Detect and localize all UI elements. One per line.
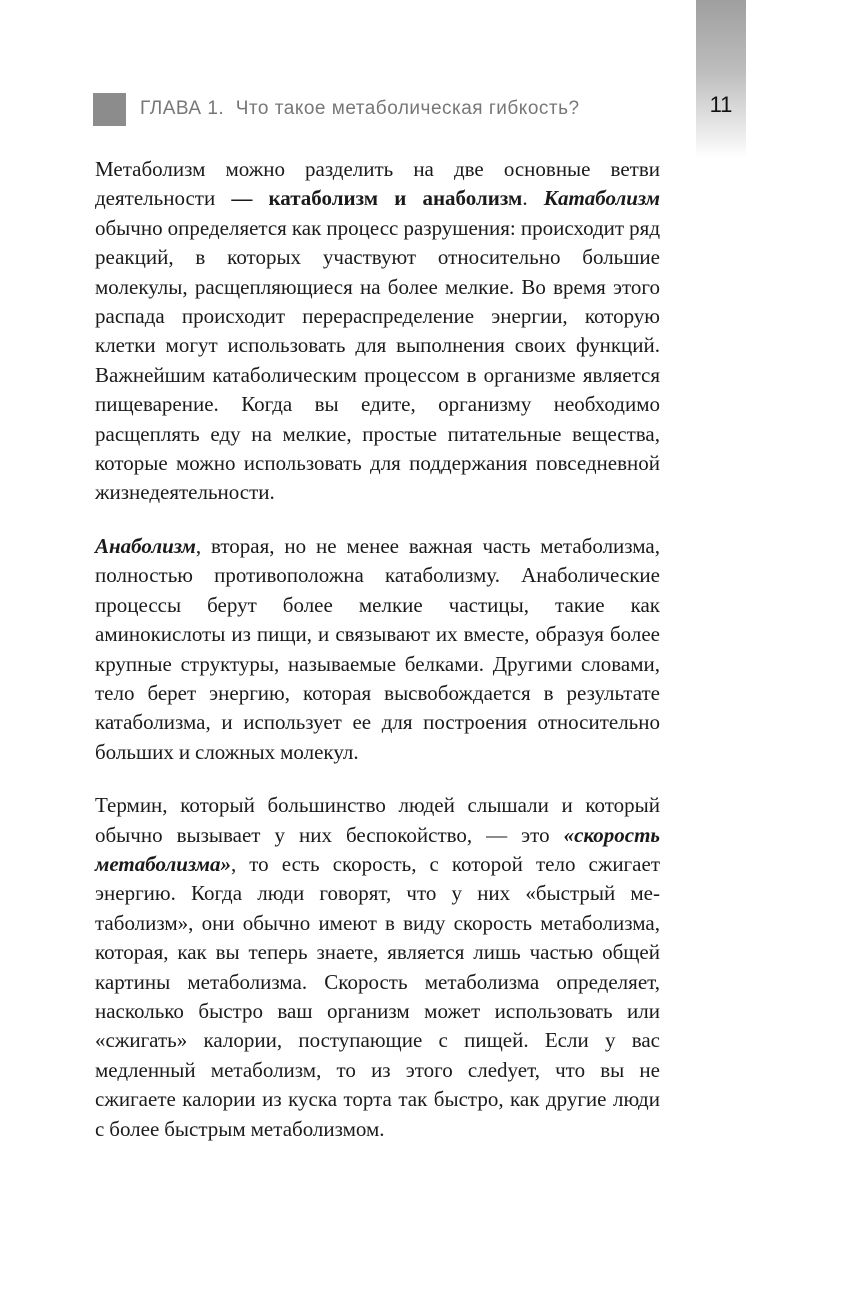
term-anabolism: Анаболизм — [95, 533, 196, 558]
term-catabolism-anabolism: — катаболизм и анаболизм — [231, 186, 523, 211]
text-run: Термин, который большинство людей слышали и который обычно вызывает у них беспокойство, — это — [95, 793, 660, 847]
text-run: , вторая, но не менее важная часть метаболизма, полностью противоположна катаболизму. Анаболические процессы берут более мелкие частицы, такие как аминокислоты из пищи, и связывают их вместе, образуя более крупные структуры, называемые белками. Другими словами, тело берет энергию, которая высвобождается в результате катаболизма, и использует ее для построения относительно больших и сложных молекул. — [95, 533, 660, 764]
header-chapter: ГЛАВА 1. — [140, 98, 225, 119]
header-square-marker — [93, 93, 126, 126]
term-catabolism: Катаболизм — [543, 186, 660, 211]
text-run: обычно определяется как процесс разрушения: происходит ряд реакций, в которых участвуют относительно большие молекулы, расщепляющиеся на более мелкие. Во время этого распада происходит перераспределение энергии, которую клетки могут использовать для выполнения своих функций. Важнейшим катаболическим процессом в организме является пищеварение. Когда вы едите, организму необходимо расщеплять еду на мелкие, простые питательные вещества, которые можно использовать для поддержания повседневной жизнедеятельности. — [95, 215, 660, 505]
header-text — [140, 98, 580, 120]
term-metabolic-rate: «скорость метаболизма» — [95, 822, 660, 876]
paragraph-catabolism — [95, 155, 660, 508]
header-title: Что такое метаболическая гибкость? — [235, 98, 580, 119]
page-body — [95, 155, 660, 1168]
running-header — [93, 92, 580, 126]
page-number: 11 — [709, 92, 733, 117]
paragraph-metabolic-rate — [95, 791, 660, 1144]
page-tab — [696, 0, 746, 158]
text-run: . — [522, 186, 544, 211]
paragraph-anabolism — [95, 532, 660, 767]
text-run: Метаболизм можно разделить на две основные ветви деятельности — [95, 157, 660, 211]
text-run: , то есть скорость, с которой тело сжигает энергию. Когда люди говорят, что у них «быстрый метаболизм», они обычно имеют в виду скорость метаболизма, которая, как вы теперь знаете, является лишь частью общей картины метаболизма. Скорость метаболизма определяет, насколько быстро ваш организм может использовать или «сжигать» калории, поступающие с пищей. Если у вас медленный метаболизм, то из этого слеdует, что вы не сжигаете калории из куска торта так быстро, как другие люди с более быстрым метаболизмом. — [95, 851, 660, 1141]
